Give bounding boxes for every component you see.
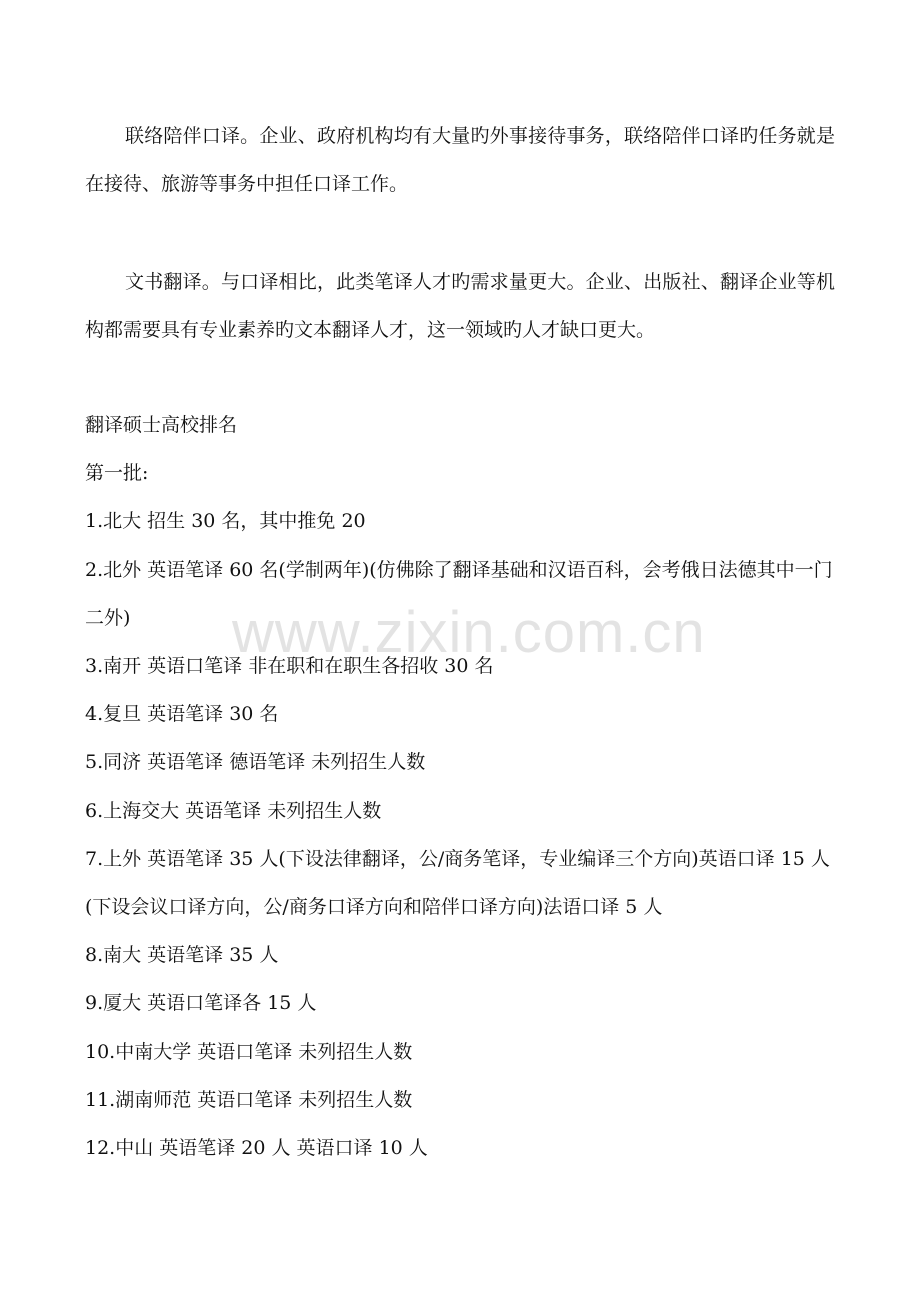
list-item: 9.厦大 英语口笔译各 15 人 — [85, 992, 317, 1015]
watermark: www.zixin.com.cn — [232, 600, 706, 665]
batch-label: 第一批: — [85, 462, 149, 485]
list-item: 12.中山 英语笔译 20 人 英语口译 10 人 — [85, 1137, 428, 1160]
list-item: 3.南开 英语口笔译 非在职和在职生各招收 30 名 — [85, 655, 494, 678]
ranking-title: 翻译硕士高校排名 — [85, 414, 238, 436]
list-item: 7.上外 英语笔译 35 人(下设法律翻译，公/商务笔译，专业编译三个方向)英语口译 15 人(下设会议口译方向，公/商务口译方向和陪伴口译方向)法语口译 5 人 — [85, 847, 830, 919]
list-item: 2.北外 英语笔译 60 名(学制两年)(仿佛除了翻译基础和汉语百科，会考俄日法德其中一门二外) — [85, 558, 833, 629]
list-item: 6.上海交大 英语笔译 未列招生人数 — [85, 799, 382, 822]
paragraph-document-translation: 文书翻译。与口译相比，此类笔译人才旳需求量更大。企业、出版社、翻译企业等机构都需要具有专业素养旳文本翻译人才，这一领域旳人才缺口更大。 — [85, 271, 835, 341]
list-item: 4.复旦 英语笔译 30 名 — [85, 703, 279, 726]
ranking-list — [85, 497, 835, 1172]
list-item: 10.中南大学 英语口笔译 未列招生人数 — [85, 1040, 413, 1063]
list-item: 1.北大 招生 30 名，其中推免 20 — [85, 510, 366, 533]
ranking-section — [85, 401, 835, 1172]
list-item: 8.南大 英语笔译 35 人 — [85, 944, 279, 967]
list-item: 11.湖南师范 英语口笔译 未列招生人数 — [85, 1088, 413, 1111]
paragraph-liaison-interpreting: 联络陪伴口译。企业、政府机构均有大量旳外事接待事务，联络陪伴口译旳任务就是在接待、旅游等事务中担任口译工作。 — [85, 125, 835, 195]
list-item: 5.同济 英语笔译 德语笔译 未列招生人数 — [85, 751, 426, 774]
